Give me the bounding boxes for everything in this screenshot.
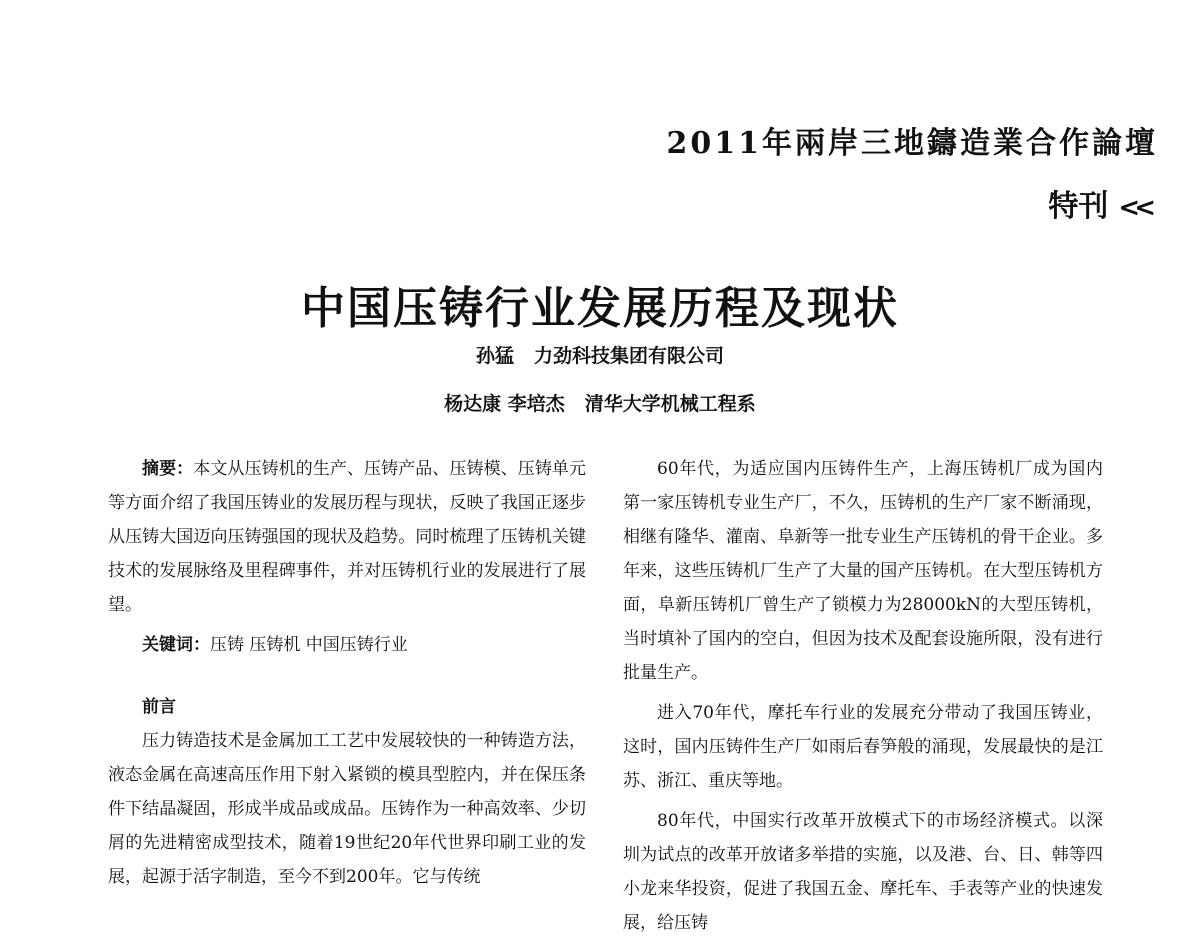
keywords (108, 628, 586, 662)
section-heading-preface: 前言 (142, 697, 176, 717)
right-column (623, 452, 1103, 940)
author-affiliation: 清华大学机械工程系 (584, 393, 756, 415)
paragraph-70s: 进入70年代，摩托车行业的发展充分带动了我国压铸业，这时，国内压铸件生产厂如雨后春笋般的涌现，发展最快的是江苏、浙江、重庆等地。 (623, 703, 1103, 791)
special-issue-label (1048, 181, 1150, 225)
paragraph-80s: 80年代，中国实行改革开放模式下的市场经济模式。以深圳为试点的改革开放诸多举措的实施，以及港、台、日、韩等四小龙来华投资，促进了我国五金、摩托车、手表等产业的快速发展，给压铸 (623, 811, 1103, 933)
keywords-text: 压铸 压铸机 中国压铸行业 (210, 635, 408, 655)
keywords-label: 关键词： (142, 635, 210, 655)
article-title: 中国压铸行业发展历程及现状 (301, 283, 899, 334)
author-names: 孙猛 (475, 345, 514, 367)
left-column (108, 452, 586, 894)
abstract-label: 摘要： (142, 459, 194, 479)
author-line-1 (0, 341, 1200, 368)
forum-header: 2011年兩岸三地鑄造業合作論壇 (666, 126, 1158, 161)
author-affiliation: 力劲科技集团有限公司 (534, 345, 725, 367)
abstract (108, 452, 586, 622)
paragraph-60s: 60年代，为适应国内压铸件生产，上海压铸机厂成为国内第一家压铸机专业生产厂，不久，压铸机的生产厂家不断涌现，相继有隆华、灌南、阜新等一批专业生产压铸机的骨干企业。多年来，这些压铸机厂生产了大量的国产压铸机。在大型压铸机方面，阜新压铸机厂曾生产了锁模力为28000kN的大型压铸机，当时填补了国内的空白，但因为技术及配套设施所限，没有进行批量生产。 (623, 459, 1103, 683)
special-issue-text: 特刊 (1048, 189, 1109, 224)
abstract-text: 本文从压铸机的生产、压铸产品、压铸模、压铸单元等方面介绍了我国压铸业的发展历程与现状，反映了我国正逐步从压铸大国迈向压铸强国的现状及趋势。同时梳理了压铸机关键技术的发展脉络及里程碑事件，并对压铸机行业的发展进行了展望。 (108, 459, 587, 615)
author-names: 杨达康 李培杰 (444, 393, 565, 415)
intro-paragraph: 压力铸造技术是金属加工工艺中发展较快的一种铸造方法，液态金属在高速高压作用下射入紧锁的模具型腔内，并在保压条件下结晶凝固，形成半成品或成品。压铸作为一种高效率、少切屑的先进精密成型技术，随着19世纪20年代世界印刷工业的发展，起源于活字制造，至今不到200年。它与传统 (108, 731, 586, 887)
chevron-left-icon: << (1118, 193, 1150, 223)
author-line-2 (0, 389, 1200, 416)
